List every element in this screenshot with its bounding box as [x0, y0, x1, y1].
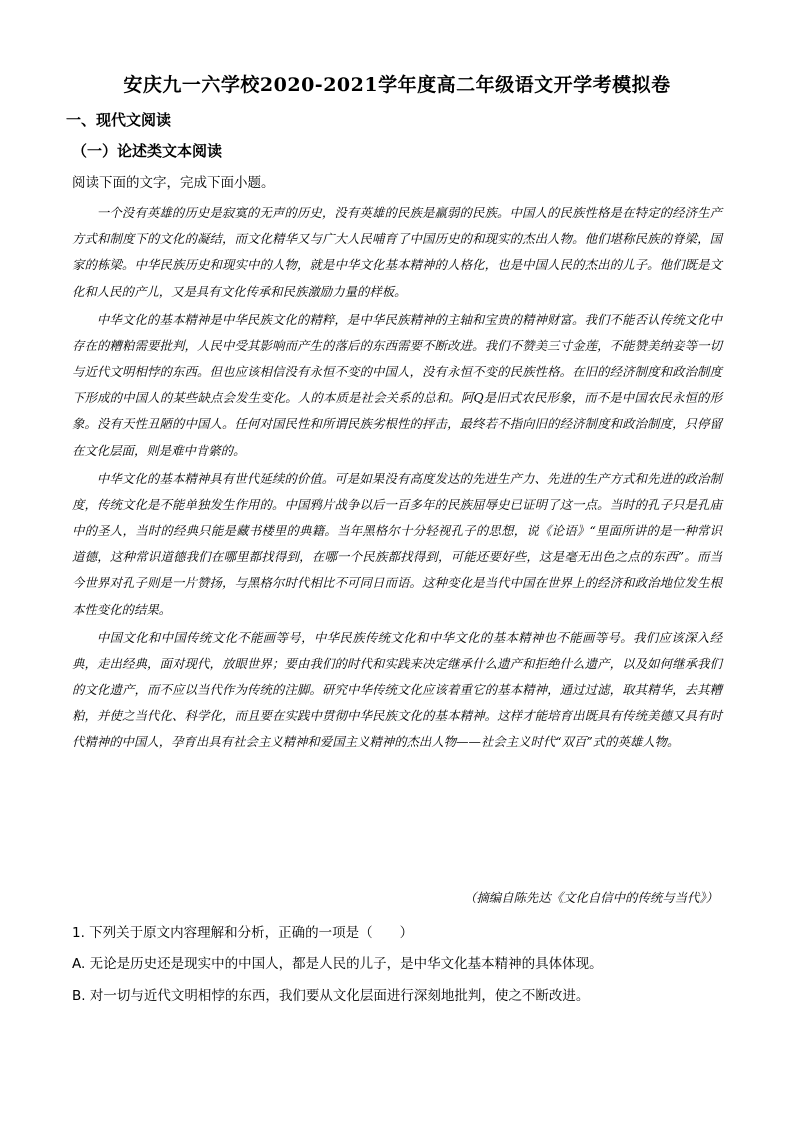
question-1-option-a: A. 无论是历史还是现实中的中国人，都是人民的儿子，是中华文化基本精神的具体体现。 — [72, 956, 603, 972]
section-heading-reading: 一、现代文阅读 — [66, 111, 172, 129]
reading-instruction: 阅读下面的文字，完成下面小题。 — [72, 175, 275, 191]
passage-paragraph: 中国文化和中国传统文化不能画等号，中华民族传统文化和中华文化的基本精神也不能画等号。我们应该深入经典，走出经典，面对现代，放眼世界；要由我们的时代和实践来决定继承什么遗产和拒绝什么遗产，以及如何继承我们的文化遗产，而不应以当代作为传统的注脚。研究中华传统文化应该着重它的基本精神，通过过滤，取其精华，去其糟粕，并使之当代化、科学化，而且要在实践中贯彻中华民族文化的基本精神。这样才能培育出既具有传统美德又具有时代精神的中国人，孕育出具有社会主义精神和爱国主义精神的杰出人物——社会主义时代“双百”式的英雄人物。 — [72, 629, 722, 750]
passage-paragraph: 中华文化的基本精神具有世代延续的价值。可是如果没有高度发达的先进生产力、先进的生产方式和先进的政治制度，传统文化是不能单独发生作用的。中国鸦片战争以后一百多年的民族屈辱史已证明了这一点。当时的孔子只是孔庙中的圣人，当时的经典只能是藏书楼里的典籍。当年黑格尔十分轻视孔子的思想，说《论语》“里面所讲的是一种常识道德，这种常识道德我们在哪里都找得到，在哪一个民族都找得到，可能还要好些，这是毫无出色之点的东西”。而当今世界对孔子则是一片赞扬，与黑格尔时代相比不可同日而语。这种变化是当代中国在世界上的经济和政治地位发生根本性变化的结果。 — [72, 470, 722, 617]
question-1-stem: 1. 下列关于原文内容理解和分析，正确的一项是（ ） — [72, 925, 414, 941]
passage-paragraph: 一个没有英雄的历史是寂寞的无声的历史，没有英雄的民族是羸弱的民族。中国人的民族性格是在特定的经济生产方式和制度下的文化的凝结，而文化精华又与广大人民哺育了中国历史的和现实的杰出人物。他们堪称民族的脊梁，国家的栋梁。中华民族历史和现实中的人物，就是中华文化基本精神的人格化，也是中国人民的杰出的儿子。他们既是文化和人民的产儿，又是具有文化传承和民族激励力量的样板。 — [72, 205, 722, 299]
exam-title: 安庆九一六学校2020-2021学年度高二年级语文开学考模拟卷 — [123, 74, 671, 96]
reading-passage — [72, 200, 722, 757]
passage-paragraph: 中华文化的基本精神是中华民族文化的精粹，是中华民族精神的主轴和宝贵的精神财富。我们不能否认传统文化中存在的糟粕需要批判，人民中受其影响而产生的落后的东西需要不断改进。我们不赞美三寸金莲，不能赞美纳妾等一切与近代文明相悖的东西。但也应该相信没有永恒不变的中国人，没有永恒不变的民族性格。在旧的经济制度和政治制度下形成的中国人的某些缺点会发生变化。人的本质是社会关系的总和。阿Q是旧式农民形象，而不是中国农民永恒的形象。没有天性丑陋的中国人。任何对国民性和所谓民族劣根性的抨击，最终若不指向旧的经济制度和政治制度，只停留在文化层面，则是难中肯綮的。 — [72, 311, 722, 458]
passage-source: （摘编自陈先达《文化自信中的传统与当代》） — [463, 890, 718, 905]
subsection-heading-argumentative: （一）论述类文本阅读 — [72, 142, 223, 160]
question-1-option-b: B. 对一切与近代文明相悖的东西，我们要从文化层面进行深刻地批判，使之不断改进。 — [72, 988, 590, 1004]
